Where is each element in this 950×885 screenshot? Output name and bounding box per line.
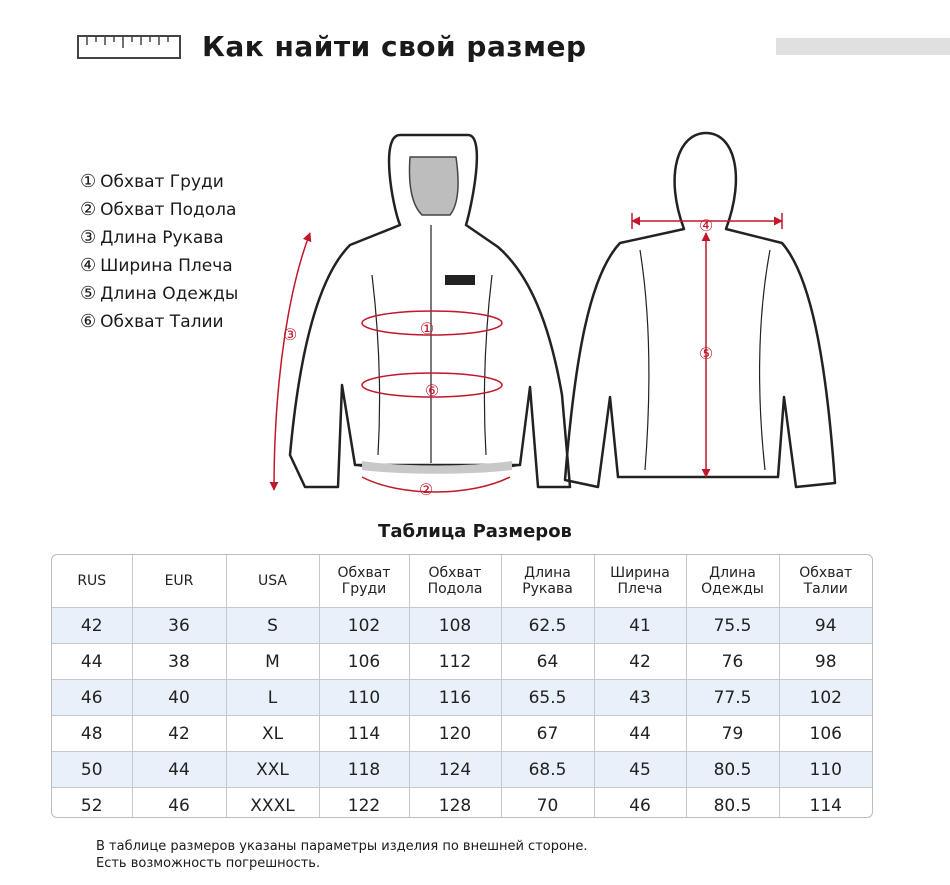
measurement-legend [80, 168, 238, 336]
table-cell: 46 [132, 788, 226, 819]
col-header-sleeve: Длина Рукава [501, 555, 594, 608]
table-row [52, 716, 872, 752]
table-cell: 41 [594, 608, 686, 644]
legend-item-length: ⑤ Длина Одежды [80, 283, 239, 304]
table-cell: 110 [319, 680, 409, 716]
col-header-chest: Обхват Груди [319, 555, 409, 608]
legend-item-chest: ① Обхват Груди [80, 171, 224, 192]
ruler-icon [77, 35, 181, 59]
table-cell: 76 [686, 644, 779, 680]
table-cell: 38 [132, 644, 226, 680]
marker-hem: ② [418, 480, 434, 499]
table-cell: M [226, 644, 319, 680]
table-cell: 45 [594, 752, 686, 788]
marker-sleeve: ③ [282, 325, 298, 344]
col-header-shoulder: Ширина Плеча [594, 555, 686, 608]
legend-item-hem: ② Обхват Подола [80, 199, 237, 220]
legend-item-shoulder: ④ Ширина Плеча [80, 255, 233, 276]
table-cell: 43 [594, 680, 686, 716]
table-cell: 46 [594, 788, 686, 819]
table-cell: 79 [686, 716, 779, 752]
legend-item-sleeve: ③ Длина Рукава [80, 227, 224, 248]
table-cell: 106 [779, 716, 872, 752]
table-cell: 116 [409, 680, 501, 716]
table-row [52, 788, 872, 819]
table-header-row [52, 555, 872, 608]
table-note [96, 838, 588, 872]
table-cell: 42 [594, 644, 686, 680]
table-cell: 114 [809, 795, 842, 816]
table-cell: 120 [409, 716, 501, 752]
table-cell: 98 [779, 644, 872, 680]
table-cell: 40 [132, 680, 226, 716]
table-cell: 70 [501, 788, 594, 819]
table-cell: 128 [409, 788, 501, 819]
col-header-usa: USA [226, 555, 319, 608]
decorative-bar [776, 38, 950, 55]
col-header-rus: RUS [52, 555, 132, 608]
col-header-eur: EUR [132, 555, 226, 608]
table-cell: 75.5 [686, 608, 779, 644]
table-cell: 44 [132, 752, 226, 788]
jacket-back [565, 133, 835, 487]
table-cell: 118 [319, 752, 409, 788]
col-header-hem: Обхват Подола [409, 555, 501, 608]
table-title: Таблица Размеров [378, 521, 572, 542]
note-line-2: Есть возможность погрешность. [96, 856, 321, 871]
note-line-1: В таблице размеров указаны параметры изделия по внешней стороне. [96, 839, 588, 854]
table-cell: 64 [501, 644, 594, 680]
table-cell: 77.5 [686, 680, 779, 716]
table-cell: 102 [779, 680, 872, 716]
page-title: Как найти свой размер [202, 30, 587, 63]
table-cell: 124 [409, 752, 501, 788]
table-cell: XL [226, 716, 319, 752]
table-cell: XXL [226, 752, 319, 788]
marker-shoulder: ④ [698, 216, 714, 235]
size-table [51, 554, 873, 818]
table-row [52, 608, 872, 644]
marker-waist: ⑥ [424, 381, 440, 400]
col-header-length: Длина Одежды [686, 555, 779, 608]
table-cell: 36 [132, 608, 226, 644]
table-cell: L [226, 680, 319, 716]
table-row [52, 644, 872, 680]
table-cell: S [226, 608, 319, 644]
table-row [52, 752, 872, 788]
table-cell: 110 [779, 752, 872, 788]
table-cell: 114 [319, 716, 409, 752]
table-cell: 102 [319, 608, 409, 644]
marker-chest: ① [419, 319, 435, 338]
table-cell: 50 [52, 752, 132, 788]
table-cell: 108 [409, 608, 501, 644]
marker-length: ⑤ [698, 344, 714, 363]
table-cell: 80.5 [686, 752, 779, 788]
table-cell: 44 [52, 644, 132, 680]
table-cell: 46 [52, 680, 132, 716]
table-cell: 42 [52, 608, 132, 644]
table-cell: 112 [409, 644, 501, 680]
table-cell: 48 [52, 716, 132, 752]
table-row [52, 680, 872, 716]
table-cell: 94 [779, 608, 872, 644]
table-cell: 106 [319, 644, 409, 680]
jacket-diagram [260, 125, 850, 505]
table-cell: 42 [132, 716, 226, 752]
table-cell: 122 [319, 788, 409, 819]
table-cell: 67 [501, 716, 594, 752]
legend-item-waist: ⑥ Обхват Талии [80, 311, 224, 332]
table-cell: 65.5 [501, 680, 594, 716]
table-cell: 68.5 [501, 752, 594, 788]
col-header-waist: Обхват Талии [779, 555, 872, 608]
table-cell: XXXL [226, 788, 319, 819]
table-cell: 62.5 [501, 608, 594, 644]
table-cell: 44 [594, 716, 686, 752]
table-cell: 52 [52, 788, 132, 819]
table-cell: 80.5 [686, 788, 779, 819]
